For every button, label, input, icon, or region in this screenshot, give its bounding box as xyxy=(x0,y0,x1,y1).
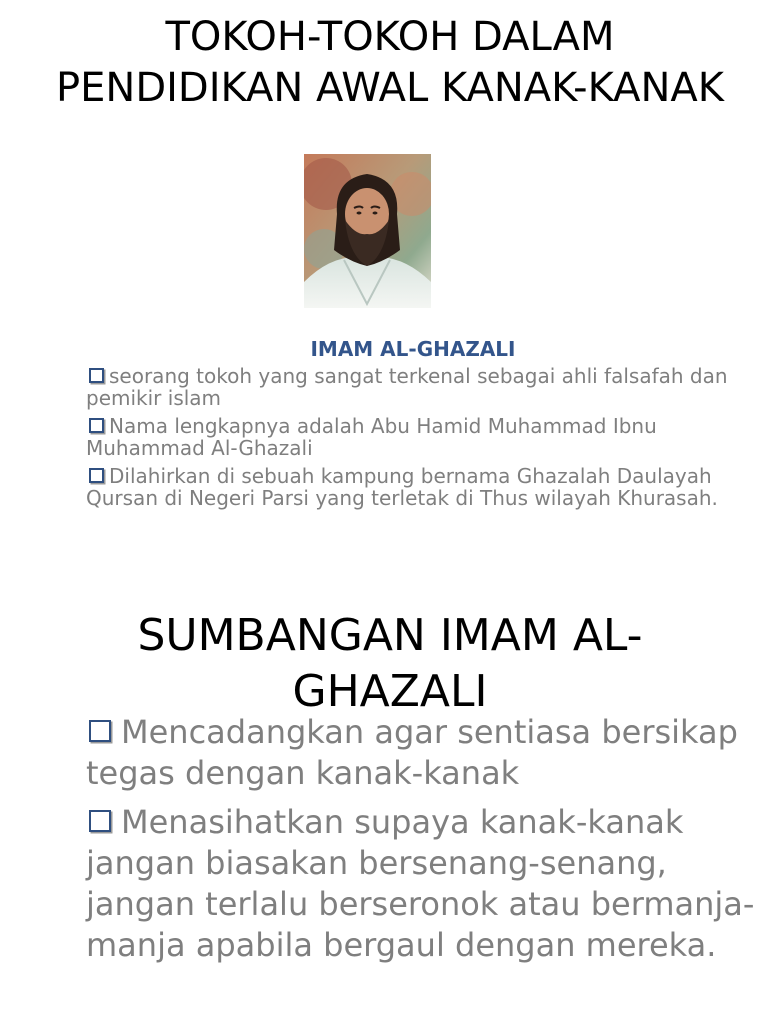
bio-text: Dilahirkan di sebuah kampung bernama Ghazalah Daulayah Qursan di Negeri Parsi yang terletak di Thus wilayah Khurasah. xyxy=(86,464,718,510)
bio-text: seorang tokoh yang sangat terkenal sebagai ahli falsafah dan pemikir islam xyxy=(86,364,728,410)
portrait-image xyxy=(304,154,431,308)
list-item xyxy=(86,712,756,794)
list-item xyxy=(86,465,746,509)
slide-title: TOKOH-TOKOH DALAM PENDIDIKAN AWAL KANAK-KANAK xyxy=(56,14,724,111)
list-item xyxy=(86,365,746,409)
contribution-text: Mencadangkan agar sentiasa bersikap tegas dengan kanak-kanak xyxy=(86,713,738,792)
square-bullet-icon xyxy=(89,468,104,483)
square-bullet-icon xyxy=(89,720,111,742)
bio-text: Nama lengkapnya adalah Abu Hamid Muhammad Ibnu Muhammad Al-Ghazali xyxy=(86,414,657,460)
square-bullet-icon xyxy=(89,368,104,383)
contribution-list xyxy=(86,712,756,974)
list-item xyxy=(86,415,746,459)
bio-list xyxy=(86,365,746,515)
contribution-text: Menasihatkan supaya kanak-kanak jangan biasakan bersenang-senang, jangan terlalu berseronok atau bermanja-manja apabila bergaul dengan mereka. xyxy=(86,803,755,964)
square-bullet-icon xyxy=(89,810,111,832)
person-name: IMAM AL-GHAZALI xyxy=(310,337,516,361)
section-title: SUMBANGAN IMAM AL-GHAZALI xyxy=(137,610,643,717)
list-item xyxy=(86,802,756,966)
square-bullet-icon xyxy=(89,418,104,433)
